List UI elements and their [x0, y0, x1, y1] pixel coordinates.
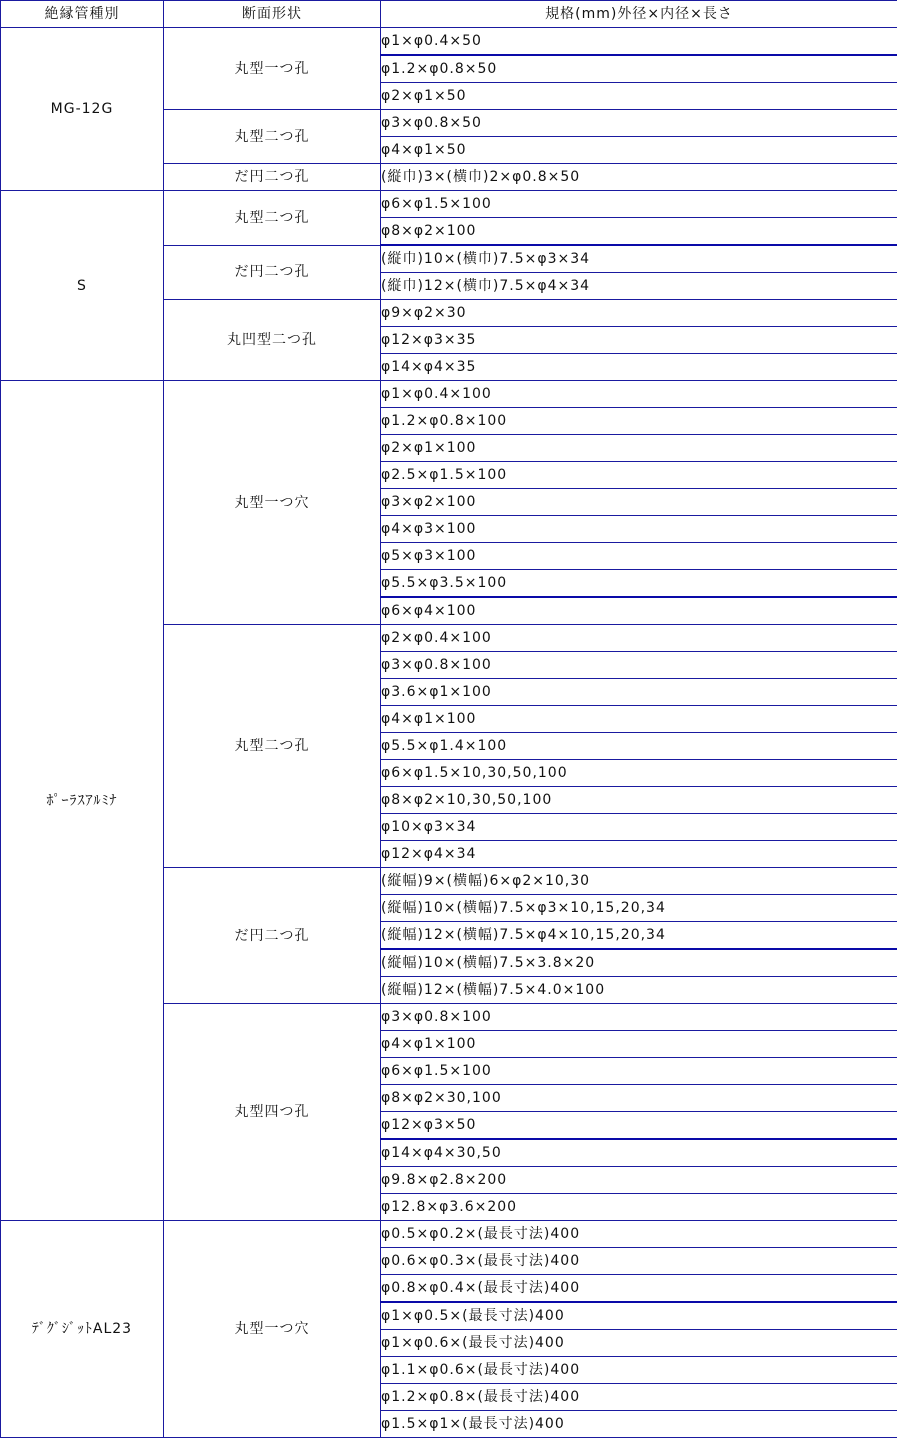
tube-type-cell: ﾎﾟｰﾗｽｱﾙﾐﾅ — [1, 381, 164, 1221]
spec-cell: φ14×φ4×35 — [381, 354, 897, 381]
spec-cell: (縦幅)12×(横幅)7.5×φ4×10,15,20,34 — [381, 922, 897, 950]
spec-cell: φ5.5×φ1.4×100 — [381, 733, 897, 760]
header-spec: 規格(mm)外径×内径×長さ — [381, 1, 897, 28]
cross-section-shape-cell: だ円二つ孔 — [164, 164, 381, 191]
spec-cell: φ5.5×φ3.5×100 — [381, 570, 897, 598]
spec-cell: φ5×φ3×100 — [381, 543, 897, 570]
spec-cell: φ4×φ1×50 — [381, 137, 897, 164]
spec-cell: φ12.8×φ3.6×200 — [381, 1194, 897, 1221]
header-type: 絶縁管種別 — [1, 1, 164, 28]
cross-section-shape-cell: 丸型二つ孔 — [164, 110, 381, 164]
header-row — [1, 1, 897, 28]
spec-cell: φ6×φ4×100 — [381, 597, 897, 625]
spec-cell: φ8×φ2×30,100 — [381, 1085, 897, 1112]
spec-cell: φ8×φ2×10,30,50,100 — [381, 787, 897, 814]
cross-section-shape-cell: 丸凹型二つ孔 — [164, 300, 381, 381]
spec-cell: φ1×φ0.6×(最長寸法)400 — [381, 1330, 897, 1357]
spec-cell: φ2×φ0.4×100 — [381, 625, 897, 652]
spec-cell: φ9×φ2×30 — [381, 300, 897, 327]
spec-cell: φ0.8×φ0.4×(最長寸法)400 — [381, 1275, 897, 1303]
spec-cell: φ12×φ3×50 — [381, 1112, 897, 1140]
spec-cell: φ6×φ1.5×100 — [381, 1058, 897, 1085]
spec-cell: φ3×φ2×100 — [381, 489, 897, 516]
tube-type-cell: MG-12G — [1, 28, 164, 191]
spec-cell: φ10×φ3×34 — [381, 814, 897, 841]
spec-cell: (縦巾)10×(横巾)7.5×φ3×34 — [381, 245, 897, 273]
cross-section-shape-cell: だ円二つ孔 — [164, 868, 381, 1004]
table-row — [1, 191, 897, 218]
spec-cell: φ9.8×φ2.8×200 — [381, 1167, 897, 1194]
spec-cell: (縦幅)10×(横幅)7.5×φ3×10,15,20,34 — [381, 895, 897, 922]
spec-cell: φ4×φ1×100 — [381, 706, 897, 733]
spec-cell: (縦幅)12×(横幅)7.5×4.0×100 — [381, 977, 897, 1004]
spec-cell: φ3×φ0.8×100 — [381, 652, 897, 679]
spec-cell: φ2×φ1×50 — [381, 83, 897, 110]
spec-cell: φ12×φ3×35 — [381, 327, 897, 354]
spec-cell: φ2.5×φ1.5×100 — [381, 462, 897, 489]
spec-cell: φ1.5×φ1×(最長寸法)400 — [381, 1411, 897, 1438]
cross-section-shape-cell: 丸型二つ孔 — [164, 625, 381, 868]
cross-section-shape-cell: 丸型一つ穴 — [164, 381, 381, 625]
spec-cell: φ1.2×φ0.8×(最長寸法)400 — [381, 1384, 897, 1411]
spec-cell: φ4×φ1×100 — [381, 1031, 897, 1058]
cross-section-shape-cell: 丸型四つ孔 — [164, 1004, 381, 1221]
table-row — [1, 381, 897, 408]
spec-cell: φ6×φ1.5×100 — [381, 191, 897, 218]
spec-cell: φ1×φ0.4×50 — [381, 28, 897, 56]
cross-section-shape-cell: 丸型一つ穴 — [164, 1221, 381, 1438]
spec-cell: φ1.2×φ0.8×100 — [381, 408, 897, 435]
spec-cell: φ1.2×φ0.8×50 — [381, 55, 897, 83]
spec-cell: φ12×φ4×34 — [381, 841, 897, 868]
spec-cell: (縦巾)12×(横巾)7.5×φ4×34 — [381, 273, 897, 300]
table-body — [1, 28, 897, 1438]
table-row — [1, 28, 897, 56]
spec-cell: φ8×φ2×100 — [381, 218, 897, 246]
spec-cell: φ14×φ4×30,50 — [381, 1139, 897, 1167]
spec-cell: (縦幅)9×(横幅)6×φ2×10,30 — [381, 868, 897, 895]
spec-cell: φ0.5×φ0.2×(最長寸法)400 — [381, 1221, 897, 1248]
spec-cell: φ0.6×φ0.3×(最長寸法)400 — [381, 1248, 897, 1275]
spec-cell: φ4×φ3×100 — [381, 516, 897, 543]
spec-cell: φ1×φ0.5×(最長寸法)400 — [381, 1302, 897, 1330]
tube-type-cell: S — [1, 191, 164, 381]
cross-section-shape-cell: 丸型一つ孔 — [164, 28, 381, 110]
cross-section-shape-cell: だ円二つ孔 — [164, 245, 381, 300]
spec-cell: φ1.1×φ0.6×(最長寸法)400 — [381, 1357, 897, 1384]
spec-cell: φ6×φ1.5×10,30,50,100 — [381, 760, 897, 787]
spec-cell: φ2×φ1×100 — [381, 435, 897, 462]
spec-cell: (縦幅)10×(横幅)7.5×3.8×20 — [381, 949, 897, 977]
spec-cell: φ3.6×φ1×100 — [381, 679, 897, 706]
cross-section-shape-cell: 丸型二つ孔 — [164, 191, 381, 246]
tube-type-cell: ﾃﾞｸﾞｼﾞｯﾄAL23 — [1, 1221, 164, 1438]
spec-cell: φ1×φ0.4×100 — [381, 381, 897, 408]
header-shape: 断面形状 — [164, 1, 381, 28]
spec-cell: φ3×φ0.8×50 — [381, 110, 897, 137]
spec-cell: (縦巾)3×(横巾)2×φ0.8×50 — [381, 164, 897, 191]
spec-cell: φ3×φ0.8×100 — [381, 1004, 897, 1031]
table-row — [1, 1221, 897, 1248]
